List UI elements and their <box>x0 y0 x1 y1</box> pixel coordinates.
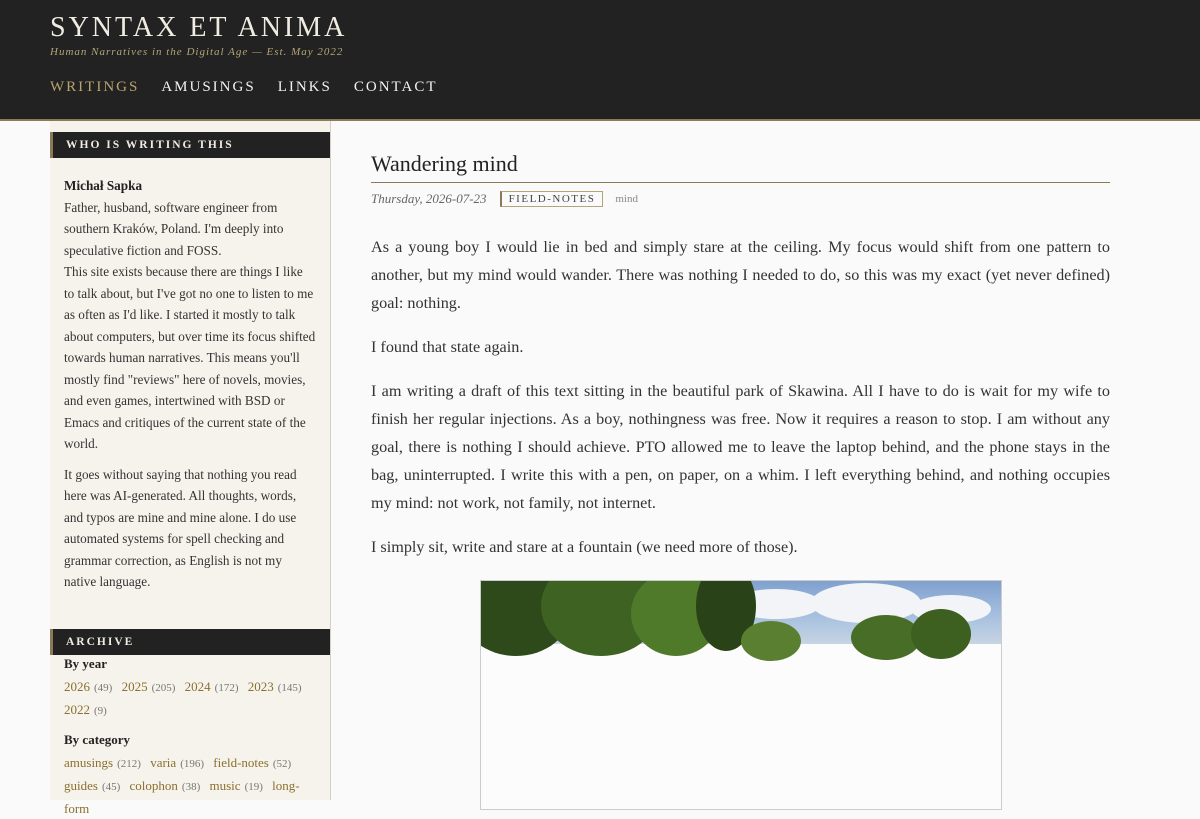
archive-category-link[interactable]: varia <box>150 755 177 770</box>
post-paragraph: I am writing a draft of this text sitting in the beautiful park of Skawina. All I have to do is wait for my wife to finish her regular injections. As a boy, nothingness was free. Now it requires a reason to stop. I am without any goal, there is nothing I should achieve. PTO allowed me to leave the laptop behind, and the phone stays in the bag, uninterrupted. I write this with a pen, on paper, on a whim. I left everything behind, and nothing occupies my mind: not work, not family, not internet. <box>371 382 1110 512</box>
archive-category-link[interactable]: music <box>209 778 241 793</box>
archive-category-link[interactable]: amusings <box>64 755 114 770</box>
nav-links[interactable]: LINKS <box>277 79 332 95</box>
archive-category-link[interactable]: guides <box>64 778 98 793</box>
archive-year-link[interactable]: 2022 <box>64 702 90 717</box>
bio-paragraph: This site exists because there are things I like to talk about, but I've got no one to listen to me as often as I'd like. I started it mostly to talk about computers, but over time its focus shifted towards human narratives. This means you'll mostly find "reviews" here of novels, movies, and even games, intertwined with BSD or Emacs and critiques of the current state of the world. <box>64 264 316 451</box>
nav-contact[interactable]: CONTACT <box>353 79 438 95</box>
post-main <box>371 121 1110 577</box>
archive-year-link[interactable]: 2025 <box>121 679 148 694</box>
archive-year-count: (49) <box>94 682 113 694</box>
archive-category-count: (52) <box>272 758 292 770</box>
archive-by-year-label: By year <box>64 656 107 671</box>
archive-heading: ARCHIVE <box>50 629 330 655</box>
site-title[interactable]: SYNTAX ET ANIMA <box>50 12 348 43</box>
post-meta <box>371 191 1110 207</box>
post-paragraph: I simply sit, write and stare at a fountain (we need more of those). <box>371 538 798 556</box>
nav-writings[interactable]: WRITINGS <box>50 79 140 95</box>
archive-category-count: (45) <box>101 781 121 793</box>
about-body <box>50 158 330 593</box>
author-name: Michał Sapka <box>64 178 143 193</box>
archive-category-list <box>64 752 324 819</box>
archive-year-count: (205) <box>151 682 176 694</box>
sidebar <box>50 121 331 816</box>
post-date: Thursday, 2026-07-23 <box>371 191 487 206</box>
post-tag[interactable]: mind <box>615 193 638 205</box>
archive-year-link[interactable]: 2023 <box>247 679 274 694</box>
about-heading: WHO IS WRITING THIS <box>50 132 330 158</box>
site-header <box>0 0 1200 121</box>
page-layout <box>0 121 1200 816</box>
archive-category-count: (38) <box>181 781 201 793</box>
archive-year-count: (172) <box>214 682 239 694</box>
bio-paragraph: Father, husband, software engineer from southern Kraków, Poland. I'm deeply into speculative fiction and FOSS. <box>64 199 284 258</box>
site-tagline: Human Narratives in the Digital Age — Est. May 2022 <box>50 46 344 58</box>
main-nav <box>50 79 460 96</box>
archive-category-link[interactable]: field-notes <box>213 755 269 770</box>
bio-paragraph: It goes without saying that nothing you read here was AI-generated. All thoughts, words, and typos are mine and mine alone. I do use automated systems for spell checking and grammar correction, as English is not my native language. <box>64 466 297 589</box>
archive-year-link[interactable]: 2024 <box>184 679 211 694</box>
archive-year-link[interactable]: 2026 <box>64 679 90 694</box>
archive-category-link[interactable]: long-form <box>64 778 300 816</box>
post-paragraph: I found that state again. <box>371 338 524 356</box>
archive-year-count: (9) <box>94 705 107 717</box>
archive-category-count: (196) <box>180 758 205 770</box>
post-paragraph: As a young boy I would lie in bed and simply stare at the ceiling. My focus would shift from one pattern to another, but my mind would wander. There was nothing I needed to do, so this was my exact (yet never defined) goal: nothing. <box>371 238 1110 312</box>
post-body <box>371 233 1110 561</box>
post-category-tag[interactable]: FIELD-NOTES <box>500 191 604 207</box>
archive-year-list <box>64 676 324 722</box>
archive-category-count: (19) <box>244 781 263 793</box>
post-title: Wandering mind <box>371 151 1110 183</box>
archive-category-count: (212) <box>117 758 141 770</box>
archive-category-link[interactable]: colophon <box>129 778 178 793</box>
archive-by-category-label: By category <box>64 732 131 747</box>
photo-park-trees <box>481 581 1001 644</box>
nav-amusings[interactable]: AMUSINGS <box>161 79 256 95</box>
archive-body <box>64 656 324 819</box>
post-photo <box>480 580 1002 810</box>
archive-year-count: (145) <box>277 682 302 694</box>
